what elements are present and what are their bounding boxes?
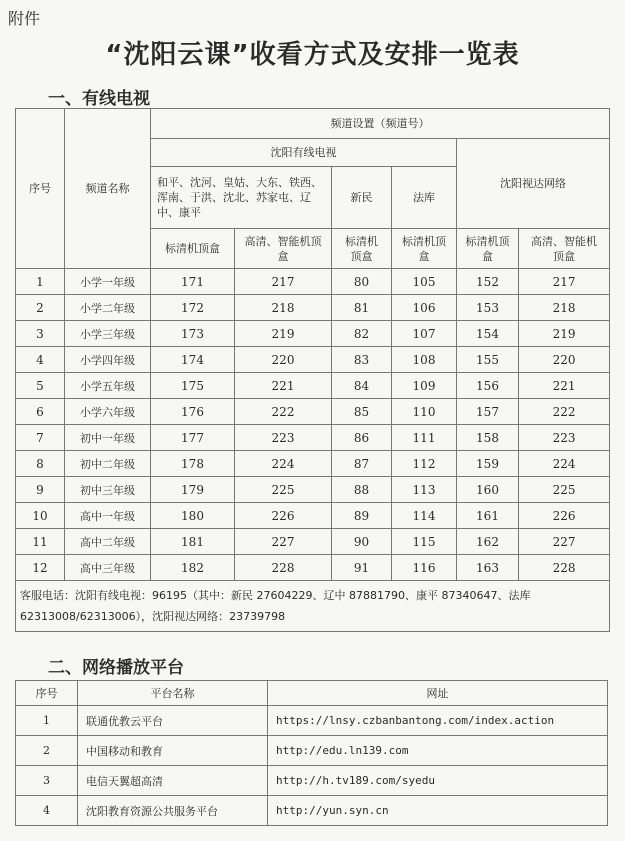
channel-number: 163 [457, 555, 519, 581]
channel-number: 225 [235, 477, 332, 503]
platform-url[interactable]: http://h.tv189.com/syedu [268, 766, 608, 796]
channel-number: 171 [151, 269, 235, 295]
channel-number: 227 [519, 529, 610, 555]
row-index: 5 [16, 373, 65, 399]
table-row [16, 736, 608, 766]
channel-number: 175 [151, 373, 235, 399]
cable-tv-table [15, 108, 610, 632]
hd-box-header: 高清、智能机顶盒 [235, 229, 332, 269]
channel-number: 87 [332, 451, 392, 477]
hd-box-header: 高清、智能机顶盒 [519, 229, 610, 269]
row-index: 10 [16, 503, 65, 529]
row-index: 1 [16, 706, 78, 736]
table-row [16, 796, 608, 826]
channel-number: 112 [392, 451, 457, 477]
channel-number: 217 [235, 269, 332, 295]
channel-number: 228 [235, 555, 332, 581]
channel-number: 223 [235, 425, 332, 451]
section-title-online-platforms: 二、网络播放平台 [48, 658, 184, 678]
row-index: 2 [16, 736, 78, 766]
table-row [16, 347, 610, 373]
grade-name: 初中二年级 [65, 451, 151, 477]
row-index: 4 [16, 347, 65, 373]
channel-number: 226 [235, 503, 332, 529]
table-row [16, 529, 610, 555]
section-title-cable-tv: 一、有线电视 [48, 89, 150, 109]
channel-number: 81 [332, 295, 392, 321]
channel-number: 224 [235, 451, 332, 477]
channel-number: 178 [151, 451, 235, 477]
row-index: 11 [16, 529, 65, 555]
channel-number: 88 [332, 477, 392, 503]
channel-number: 84 [332, 373, 392, 399]
channel-number: 152 [457, 269, 519, 295]
channel-number: 158 [457, 425, 519, 451]
channel-number: 85 [332, 399, 392, 425]
channel-number: 225 [519, 477, 610, 503]
channel-number: 221 [235, 373, 332, 399]
table-row [16, 477, 610, 503]
channel-number: 155 [457, 347, 519, 373]
channel-number: 180 [151, 503, 235, 529]
channel-number: 157 [457, 399, 519, 425]
channel-number: 222 [519, 399, 610, 425]
table-row [16, 555, 610, 581]
grade-name: 初中三年级 [65, 477, 151, 503]
channel-number: 108 [392, 347, 457, 373]
table-row [16, 321, 610, 347]
channel-number: 115 [392, 529, 457, 555]
shenyang-cable-header: 沈阳有线电视 [151, 139, 457, 167]
table-row [16, 399, 610, 425]
channel-number: 82 [332, 321, 392, 347]
faku-header: 法库 [392, 167, 457, 229]
channel-number: 174 [151, 347, 235, 373]
channel-number: 181 [151, 529, 235, 555]
sd-box-header: 标清机顶盒 [392, 229, 457, 269]
channel-number: 153 [457, 295, 519, 321]
channel-number: 105 [392, 269, 457, 295]
page-title: “沈阳云课”收看方式及安排一览表 [105, 40, 520, 70]
row-index: 1 [16, 269, 65, 295]
row-index: 2 [16, 295, 65, 321]
table-row [16, 269, 610, 295]
grade-name: 小学三年级 [65, 321, 151, 347]
table-row [16, 706, 608, 736]
platform-name: 沈阳教育资源公共服务平台 [78, 796, 268, 826]
sd-box-header: 标清机顶盒 [151, 229, 235, 269]
row-index: 4 [16, 796, 78, 826]
channel-number: 161 [457, 503, 519, 529]
grade-name: 高中一年级 [65, 503, 151, 529]
row-index: 8 [16, 451, 65, 477]
platform-url[interactable]: http://edu.ln139.com [268, 736, 608, 766]
col-index-header: 序号 [16, 681, 78, 706]
grade-name: 小学二年级 [65, 295, 151, 321]
table-row [16, 425, 610, 451]
channel-number: 223 [519, 425, 610, 451]
table-row [16, 766, 608, 796]
platform-url[interactable]: https://lnsy.czbanbantong.com/index.action [268, 706, 608, 736]
channel-number: 221 [519, 373, 610, 399]
channel-number: 114 [392, 503, 457, 529]
sd-box-header: 标清机顶盒 [332, 229, 392, 269]
channel-setting-header: 频道设置（频道号） [151, 109, 610, 139]
channel-number: 80 [332, 269, 392, 295]
online-platform-table [15, 680, 608, 826]
col-url-header: 网址 [268, 681, 608, 706]
channel-number: 156 [457, 373, 519, 399]
channel-number: 106 [392, 295, 457, 321]
row-index: 9 [16, 477, 65, 503]
grade-name: 小学五年级 [65, 373, 151, 399]
platform-url[interactable]: http://yun.syn.cn [268, 796, 608, 826]
channel-number: 176 [151, 399, 235, 425]
channel-number: 113 [392, 477, 457, 503]
row-index: 3 [16, 321, 65, 347]
channel-number: 109 [392, 373, 457, 399]
channel-number: 217 [519, 269, 610, 295]
table-row [16, 373, 610, 399]
channel-number: 179 [151, 477, 235, 503]
channel-number: 91 [332, 555, 392, 581]
channel-number: 116 [392, 555, 457, 581]
channel-number: 110 [392, 399, 457, 425]
table-row [16, 451, 610, 477]
channel-number: 182 [151, 555, 235, 581]
platform-name: 电信天翼超高清 [78, 766, 268, 796]
channel-number: 173 [151, 321, 235, 347]
grade-name: 高中二年级 [65, 529, 151, 555]
row-index: 12 [16, 555, 65, 581]
platform-name: 中国移动和教育 [78, 736, 268, 766]
grade-name: 初中一年级 [65, 425, 151, 451]
channel-number: 162 [457, 529, 519, 555]
channel-number: 154 [457, 321, 519, 347]
channel-number: 219 [519, 321, 610, 347]
platform-name: 联通优教云平台 [78, 706, 268, 736]
channel-number: 220 [235, 347, 332, 373]
customer-service-note: 客服电话：沈阳有线电视：96195（其中：新民 27604229、辽中 87881790、康平 87340647、法库 62313008/62313006），沈阳视达网络：23739798 [16, 581, 610, 632]
grade-name: 小学一年级 [65, 269, 151, 295]
channel-number: 227 [235, 529, 332, 555]
col-channel-name-header: 频道名称 [65, 109, 151, 269]
channel-number: 226 [519, 503, 610, 529]
channel-number: 160 [457, 477, 519, 503]
channel-number: 218 [235, 295, 332, 321]
grade-name: 小学六年级 [65, 399, 151, 425]
col-index-header: 序号 [16, 109, 65, 269]
channel-number: 177 [151, 425, 235, 451]
shida-network-header: 沈阳视达网络 [457, 139, 610, 229]
channel-number: 220 [519, 347, 610, 373]
row-index: 6 [16, 399, 65, 425]
channel-number: 107 [392, 321, 457, 347]
channel-number: 172 [151, 295, 235, 321]
table-row [16, 295, 610, 321]
channel-number: 219 [235, 321, 332, 347]
channel-number: 89 [332, 503, 392, 529]
channel-number: 83 [332, 347, 392, 373]
channel-number: 159 [457, 451, 519, 477]
channel-number: 224 [519, 451, 610, 477]
channel-number: 218 [519, 295, 610, 321]
channel-number: 90 [332, 529, 392, 555]
grade-name: 小学四年级 [65, 347, 151, 373]
channel-number: 228 [519, 555, 610, 581]
table-row [16, 503, 610, 529]
row-index: 3 [16, 766, 78, 796]
sd-box-header: 标清机顶盒 [457, 229, 519, 269]
channel-number: 111 [392, 425, 457, 451]
attachment-label: 附件 [8, 9, 41, 28]
channel-number: 222 [235, 399, 332, 425]
district-group-header: 和平、沈河、皇姑、大东、铁西、浑南、于洪、沈北、苏家屯、辽中、康平 [151, 167, 332, 229]
col-platform-header: 平台名称 [78, 681, 268, 706]
grade-name: 高中三年级 [65, 555, 151, 581]
xinmin-header: 新民 [332, 167, 392, 229]
channel-number: 86 [332, 425, 392, 451]
row-index: 7 [16, 425, 65, 451]
